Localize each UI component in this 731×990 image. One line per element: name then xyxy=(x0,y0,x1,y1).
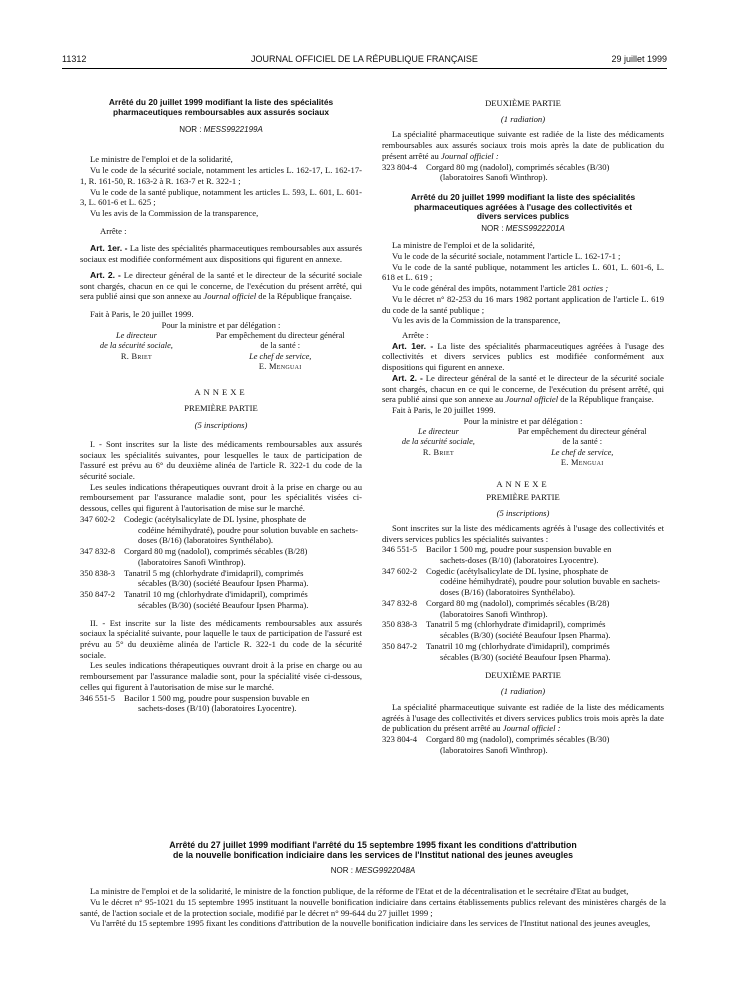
page-number: 11312 xyxy=(62,54,87,64)
preamble-ministers: La ministre de l'emploi et de la solidarité, le ministre de la fonction publique, de la réforme de l'Etat et de la décentralisation et le secrétaire d'Etat au budget, xyxy=(90,886,629,897)
item-code: 350 838-3 xyxy=(382,619,418,630)
item-code: 347 602-2 xyxy=(382,565,418,576)
item-description: Bacilor 1 500 mg, poudre pour suspension buvable en xyxy=(426,544,612,555)
item-code: 347 832-8 xyxy=(382,597,418,608)
item-description-cont: (laboratoires Sanofi Winthrop). xyxy=(440,608,548,619)
section-2-indications: Les seules indications thérapeutiques ouvrant droit à la prise en charge ou au remboursement par l'assurance maladie sont, pour la spécialité visée ci-dessous, celles qui figurent à l'autorisation de mise sur le marché. xyxy=(80,660,362,692)
radiation-text: La spécialité pharmaceutique suivante est radiée de la liste des médicaments remboursables aux assurés sociaux trois mois après la date de publication du présent arrêté au Journal officiel : xyxy=(382,129,664,161)
signature-delegation: Pour la ministre et par délégation : xyxy=(161,319,281,330)
item-description: Tanatril 10 mg (chlorhydrate d'imidapril), comprimés xyxy=(426,640,610,651)
item-description: Tanatril 5 mg (chlorhydrate d'imidapril), comprimés xyxy=(426,619,606,630)
item-description-cont: sécables (B/30) (société Beaufour Ipsen Pharma). xyxy=(440,630,611,641)
bottom-decree xyxy=(80,840,666,929)
article-2: Art. 2. - Le directeur général de la santé et le directeur de la sécurité sociale sont chargés, chacun en ce qui le concerne, de l'exécution du présent arrêté, qui sera publié ainsi que son annexe au Journal officiel de la République française. xyxy=(80,269,362,302)
radiations-count: (1 radiation) xyxy=(500,686,546,697)
radiation-text: La spécialité pharmaceutique suivante est radiée de la liste des médicaments agréés à l'usage des collectivités et divers services publics trois mois après la date de publication du présent arrêté au Journal officiel : xyxy=(382,701,664,734)
section-2-list xyxy=(80,693,362,714)
arrete-label: Arrête : xyxy=(100,225,127,236)
list-item: 323 804-4 Corgard 80 mg (nadolol), comprimés sécables (B/30) (laboratoires Sanofi Winthrop). xyxy=(382,161,610,183)
preamble-vu: Vu l'arrêté du 15 septembre 1995 fixant les conditions d'attribution de la nouvelle bonification indiciaire dans les services de l'Institut national des jeunes aveugles, xyxy=(90,918,651,929)
left-column xyxy=(80,98,362,714)
preamble-vu: Vu le code de la sécurité sociale, notamment l'article L. 162-17-1 ; xyxy=(392,250,621,261)
inscriptions-count: (5 inscriptions) xyxy=(194,420,248,431)
radiations-count: (1 radiation) xyxy=(500,113,546,124)
part-heading: DEUXIÈME PARTIE xyxy=(485,670,561,681)
article-1: Art. 1er. - La liste des spécialités pharmaceutiques remboursables aux assurés sociaux est modifiée conformément aux dispositions qui figurent en annexe. xyxy=(80,243,362,265)
right-column xyxy=(382,98,664,755)
journal-title: JOURNAL OFFICIEL DE LA RÉPUBLIQUE FRANÇAISE xyxy=(251,54,478,64)
signature-date: Fait à Paris, le 20 juillet 1999. xyxy=(392,405,496,416)
preamble-vu: Vu les avis de la Commission de la transparence, xyxy=(90,207,259,218)
item-description: Bacilor 1 500 mg, poudre pour suspension buvable en xyxy=(124,692,310,703)
item-description-cont: (laboratoires Sanofi Winthrop). xyxy=(138,556,246,567)
preamble-vu: Vu le code de la sécurité sociale, notamment les articles L. 162-17, L. 162-17-1, R. 161-50, R. 163-2 à R. 163-7 et R. 322-1 ; xyxy=(80,165,362,186)
part-heading: PREMIÈRE PARTIE xyxy=(184,403,258,414)
list-item xyxy=(80,693,362,714)
list-item xyxy=(80,546,362,567)
signature-date: Fait à Paris, le 20 juillet 1999. xyxy=(90,309,194,320)
section-1-list xyxy=(80,514,362,611)
item-description: Corgard 80 mg (nadolol), comprimés sécables (B/28) xyxy=(124,546,308,557)
section-2-text: II. - Est inscrite sur la liste des médicaments remboursables aux assurés sociaux la spécialité suivante, pour laquelle le taux de participation de l'assuré est prévu au 5° du deuxième alinéa de l'article R. 322-1 du code de la sécurité sociale. xyxy=(80,617,362,660)
item-description: Tanatril 5 mg (chlorhydrate d'imidapril), comprimés xyxy=(124,567,304,578)
preamble-vu: Vu le décret n° 95-1021 du 15 septembre 1995 instituant la nouvelle bonification indiciaire dans certains établissements publics relevant des ministères chargés de la santé, de l'action sociale et de la protection sociale, modifié par le décret n° 99-644 du 27 juillet 1999 ; xyxy=(80,896,666,918)
article-2: Art. 2. - Le directeur général de la santé et le directeur de la sécurité sociale sont chargés, chacun en ce qui le concerne, de l'exécution du présent arrêté, qui sera publié ainsi que son annexe au Journal officiel de la République française. xyxy=(382,372,664,405)
preamble-vu: Vu le code de la santé publique, notamment les articles L. 593, L. 601, L. 601-3, L. 601-6 et L. 625 ; xyxy=(80,186,362,208)
item-description-cont: sécables (B/30) (société Beaufour Ipsen Pharma). xyxy=(440,651,611,662)
inscriptions-list xyxy=(382,544,664,662)
signatures: Le directeur de la sécurité sociale, R. Briet Par empêchement du directeur général de la santé : Le chef de service, E. Menguai xyxy=(99,330,345,372)
signature-delegation: Pour la ministre et par délégation : xyxy=(463,415,583,426)
decree-title: Arrêté du 20 juillet 1999 modifiant la liste des spécialités pharmaceutiques agréées à l'usage des collectivités et divers services publics xyxy=(410,192,636,222)
item-description: Cogedic (acétylsalicylate de DL lysine, phosphate de xyxy=(426,565,609,576)
item-description-cont: sécables (B/30) (société Beaufour Ipsen Pharma). xyxy=(138,578,309,589)
section-1-text: I. - Sont inscrites sur la liste des médicaments remboursables aux assurés sociaux les spécialités suivantes, pour lesquelles le taux de participation de l'assuré est prévu au 6° du deuxième alinéa de l'article R. 322-1 du code de la sécurité sociale. xyxy=(80,438,362,481)
list-item xyxy=(382,598,664,619)
inscriptions-count: (5 inscriptions) xyxy=(496,508,550,519)
preamble-vu: Vu le décret n° 82-253 du 16 mars 1982 portant application de l'article L. 619 du code de la santé publique ; xyxy=(382,293,664,315)
item-code: 347 602-2 xyxy=(80,513,116,524)
list-item xyxy=(80,568,362,589)
list-item xyxy=(80,589,362,610)
item-description: Codegic (acétylsalicylate de DL lysine, phosphate de xyxy=(124,513,307,524)
nor-reference: NOR : MESS9922199A xyxy=(179,125,263,135)
article-1: Art. 1er. - La liste des spécialités pharmaceutiques agréées à l'usage des collectivités et divers services publics est modifiée conformément aux dispositions qui figurent en annexe. xyxy=(382,340,664,373)
annexe-heading: ANNEXE xyxy=(496,478,550,489)
arrete-label: Arrête : xyxy=(402,329,429,340)
annexe-heading: ANNEXE xyxy=(194,386,248,397)
item-description: Corgard 80 mg (nadolol), comprimés sécables (B/28) xyxy=(426,597,610,608)
preamble-minister: La ministre de l'emploi et de la solidarité, xyxy=(392,240,535,251)
section-1-indications: Les seules indications thérapeutiques ouvrant droit à la prise en charge ou au remboursement par l'assurance maladie sont, pour les spécialités visées ci-dessous, celles qui figurent à l'autorisation de mise sur le marché. xyxy=(80,481,362,514)
item-description: Tanatril 10 mg (chlorhydrate d'imidapril), comprimés xyxy=(124,589,308,600)
preamble-vu: Vu le code de la santé publique, notamment les articles L. 601, L. 601-6, L. 618 et L. 619 ; xyxy=(382,261,664,283)
decree-title: Arrêté du 20 juillet 1999 modifiant la liste des spécialités pharmaceutiques remboursables aux assurés sociaux xyxy=(108,97,334,117)
list-item xyxy=(382,544,664,565)
nor-reference: NOR : MESG9922048A xyxy=(330,866,416,876)
item-description-cont: codéine hémihydraté), poudre pour solution buvable en sachets-doses (B/16) (laboratoires Synthélabo). xyxy=(440,576,661,598)
item-code: 350 847-2 xyxy=(80,589,116,600)
item-code: 350 847-2 xyxy=(382,640,418,651)
item-description-cont: codéine hémihydraté), poudre pour solution buvable en sachets-doses (B/16) (laboratoires Synthélabo). xyxy=(138,524,359,546)
part-heading: DEUXIÈME PARTIE xyxy=(485,98,561,108)
list-item: 323 804-4 Corgard 80 mg (nadolol), comprimés sécables (B/30) (laboratoires Sanofi Winthrop). xyxy=(382,734,610,755)
preamble-minister: Le ministre de l'emploi et de la solidarité, xyxy=(90,154,233,165)
inscriptions-text: Sont inscrites sur la liste des médicaments agréés à l'usage des collectivités et divers services publics les spécialités suivantes : xyxy=(382,522,664,544)
page-header xyxy=(62,54,667,69)
list-item xyxy=(382,566,664,598)
item-code: 347 832-8 xyxy=(80,546,116,557)
decree-title: Arrêté du 27 juillet 1999 modifiant l'arrêté du 15 septembre 1995 fixant les conditions d'attribution de la nouvelle bonification indiciaire dans les services de l'Institut national des jeunes aveugles xyxy=(169,840,577,861)
list-item xyxy=(382,619,664,640)
item-code: 346 551-5 xyxy=(80,692,116,703)
preamble-vu: Vu les avis de la Commission de la transparence, xyxy=(392,315,561,326)
preamble-vu: Vu le code général des impôts, notamment l'article 281 octies ; xyxy=(392,283,609,294)
issue-date: 29 juillet 1999 xyxy=(611,54,667,64)
nor-reference: NOR : MESS9922201A xyxy=(481,224,565,234)
item-code: 350 838-3 xyxy=(80,567,116,578)
signatures: Le directeur de la sécurité sociale, R. Briet Par empêchement du directeur général de la santé : Le chef de service, E. Menguai xyxy=(401,426,647,468)
list-item xyxy=(382,641,664,662)
part-heading: PREMIÈRE PARTIE xyxy=(486,492,560,503)
item-description-cont: sécables (B/30) (société Beaufour Ipsen Pharma). xyxy=(138,599,309,610)
list-item xyxy=(80,514,362,546)
item-code: 346 551-5 xyxy=(382,544,418,555)
item-description-cont: sachets-doses (B/10) (laboratoires Lyocentre). xyxy=(138,703,297,714)
item-description-cont: sachets-doses (B/10) (laboratoires Lyocentre). xyxy=(440,555,599,565)
